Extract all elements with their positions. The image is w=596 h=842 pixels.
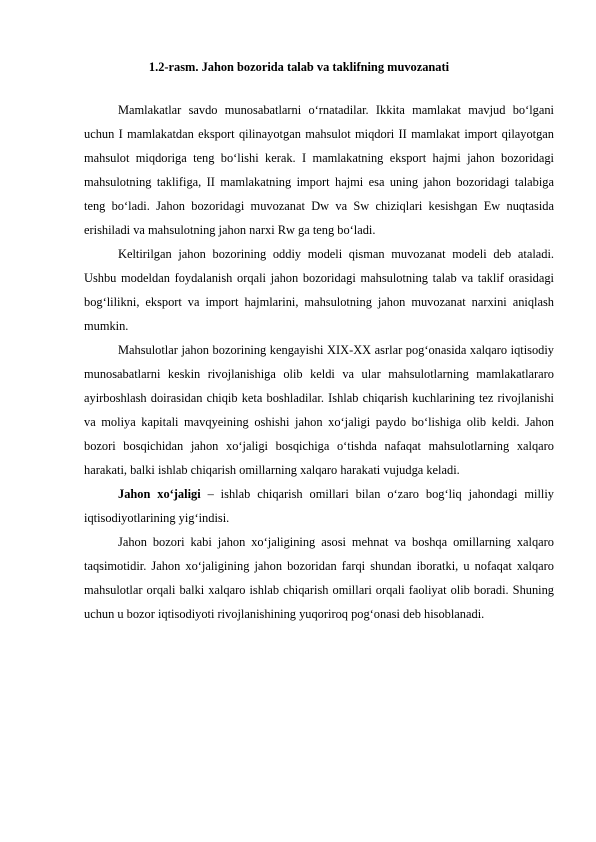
paragraph-4-definition [84,482,554,530]
paragraph-3 [84,338,554,482]
paragraph-text: Mahsulotlar jahon bozorining kengayishi XIX-XX asrlar pog‘onasida xalqaro iqtisodiy munosabatlarni keskin rivojlanishiga olib keldi va ular mahsulotlarning mamlakatlararo ayirboshlash doirasidan chiqib keta boshladilar. Ishlab chiqarish kuchlarining tez rivojlanishi va moliya kapitali mavqyeining oshishi jahon xo‘jaligi paydo bo‘lishiga olib keldi. Jahon bozori bosqichidan jahon xo‘jaligi bosqichiga o‘tishda nafaqat mahsulotlarning xalqaro harakati, balki ishlab chiqarish omillarning xalqaro harakati vujudga keladi. [84,343,554,477]
paragraph-text: – ishlab chiqarish omillari bilan o‘zaro bog‘liq jahondagi milliy iqtisodiyotlarining yig‘indisi. [84,487,555,525]
paragraph-5 [84,530,554,626]
figure-caption: 1.2-rasm. Jahon bozorida talab va taklifning muvozanati [148,60,450,74]
paragraph-1 [84,98,554,242]
paragraph-2 [84,242,554,338]
paragraph-text: Keltirilgan jahon bozorining oddiy modeli qisman muvozanat modeli deb ataladi. Ushbu modeldan foydalanish orqali jahon bozoridagi mahsulotning talab va taklif orasidagi bog‘lilikni, eksport va import hajmlarini, mahsulotning jahon muvozanat narxini aniqlash mumkin. [84,247,554,333]
defined-term: Jahon xo‘jaligi [118,487,201,501]
paragraph-text: Jahon bozori kabi jahon xo‘jaligining asosi mehnat va boshqa omillarning xalqaro taqsimotidir. Jahon xo‘jaligining jahon bozoridan farqi shundan iboratki, u nofaqat xalqaro mahsulotlar orqali balki xalqaro ishlab chiqarish omillari orqali faoliyat olib boradi. Shuning uchun u bozor iqtisodiyoti rivojlanishining yuqoriroq pog‘onasi deb hisoblanadi. [84,535,554,621]
paragraph-text: Mamlakatlar savdo munosabatlarni o‘rnatadilar. Ikkita mamlakat mavjud bo‘lgani uchun I mamlakatdan eksport qilinayotgan mahsulot miqdori II mamlakat import qilayotgan mahsulot miqdoriga teng bo‘lishi kerak. I mamlakatning eksport hajmi jahon bozoridagi mahsulotning taklifiga, II mamlakatning import hajmi esa uning jahon bozoridagi talabiga teng bo‘ladi. Jahon bozoridagi muvozanat Dw va Sw chiziqlari kesishgan Ew nuqtasida erishiladi va mahsulotning jahon narxi Rw ga teng bo‘ladi. [84,103,554,237]
